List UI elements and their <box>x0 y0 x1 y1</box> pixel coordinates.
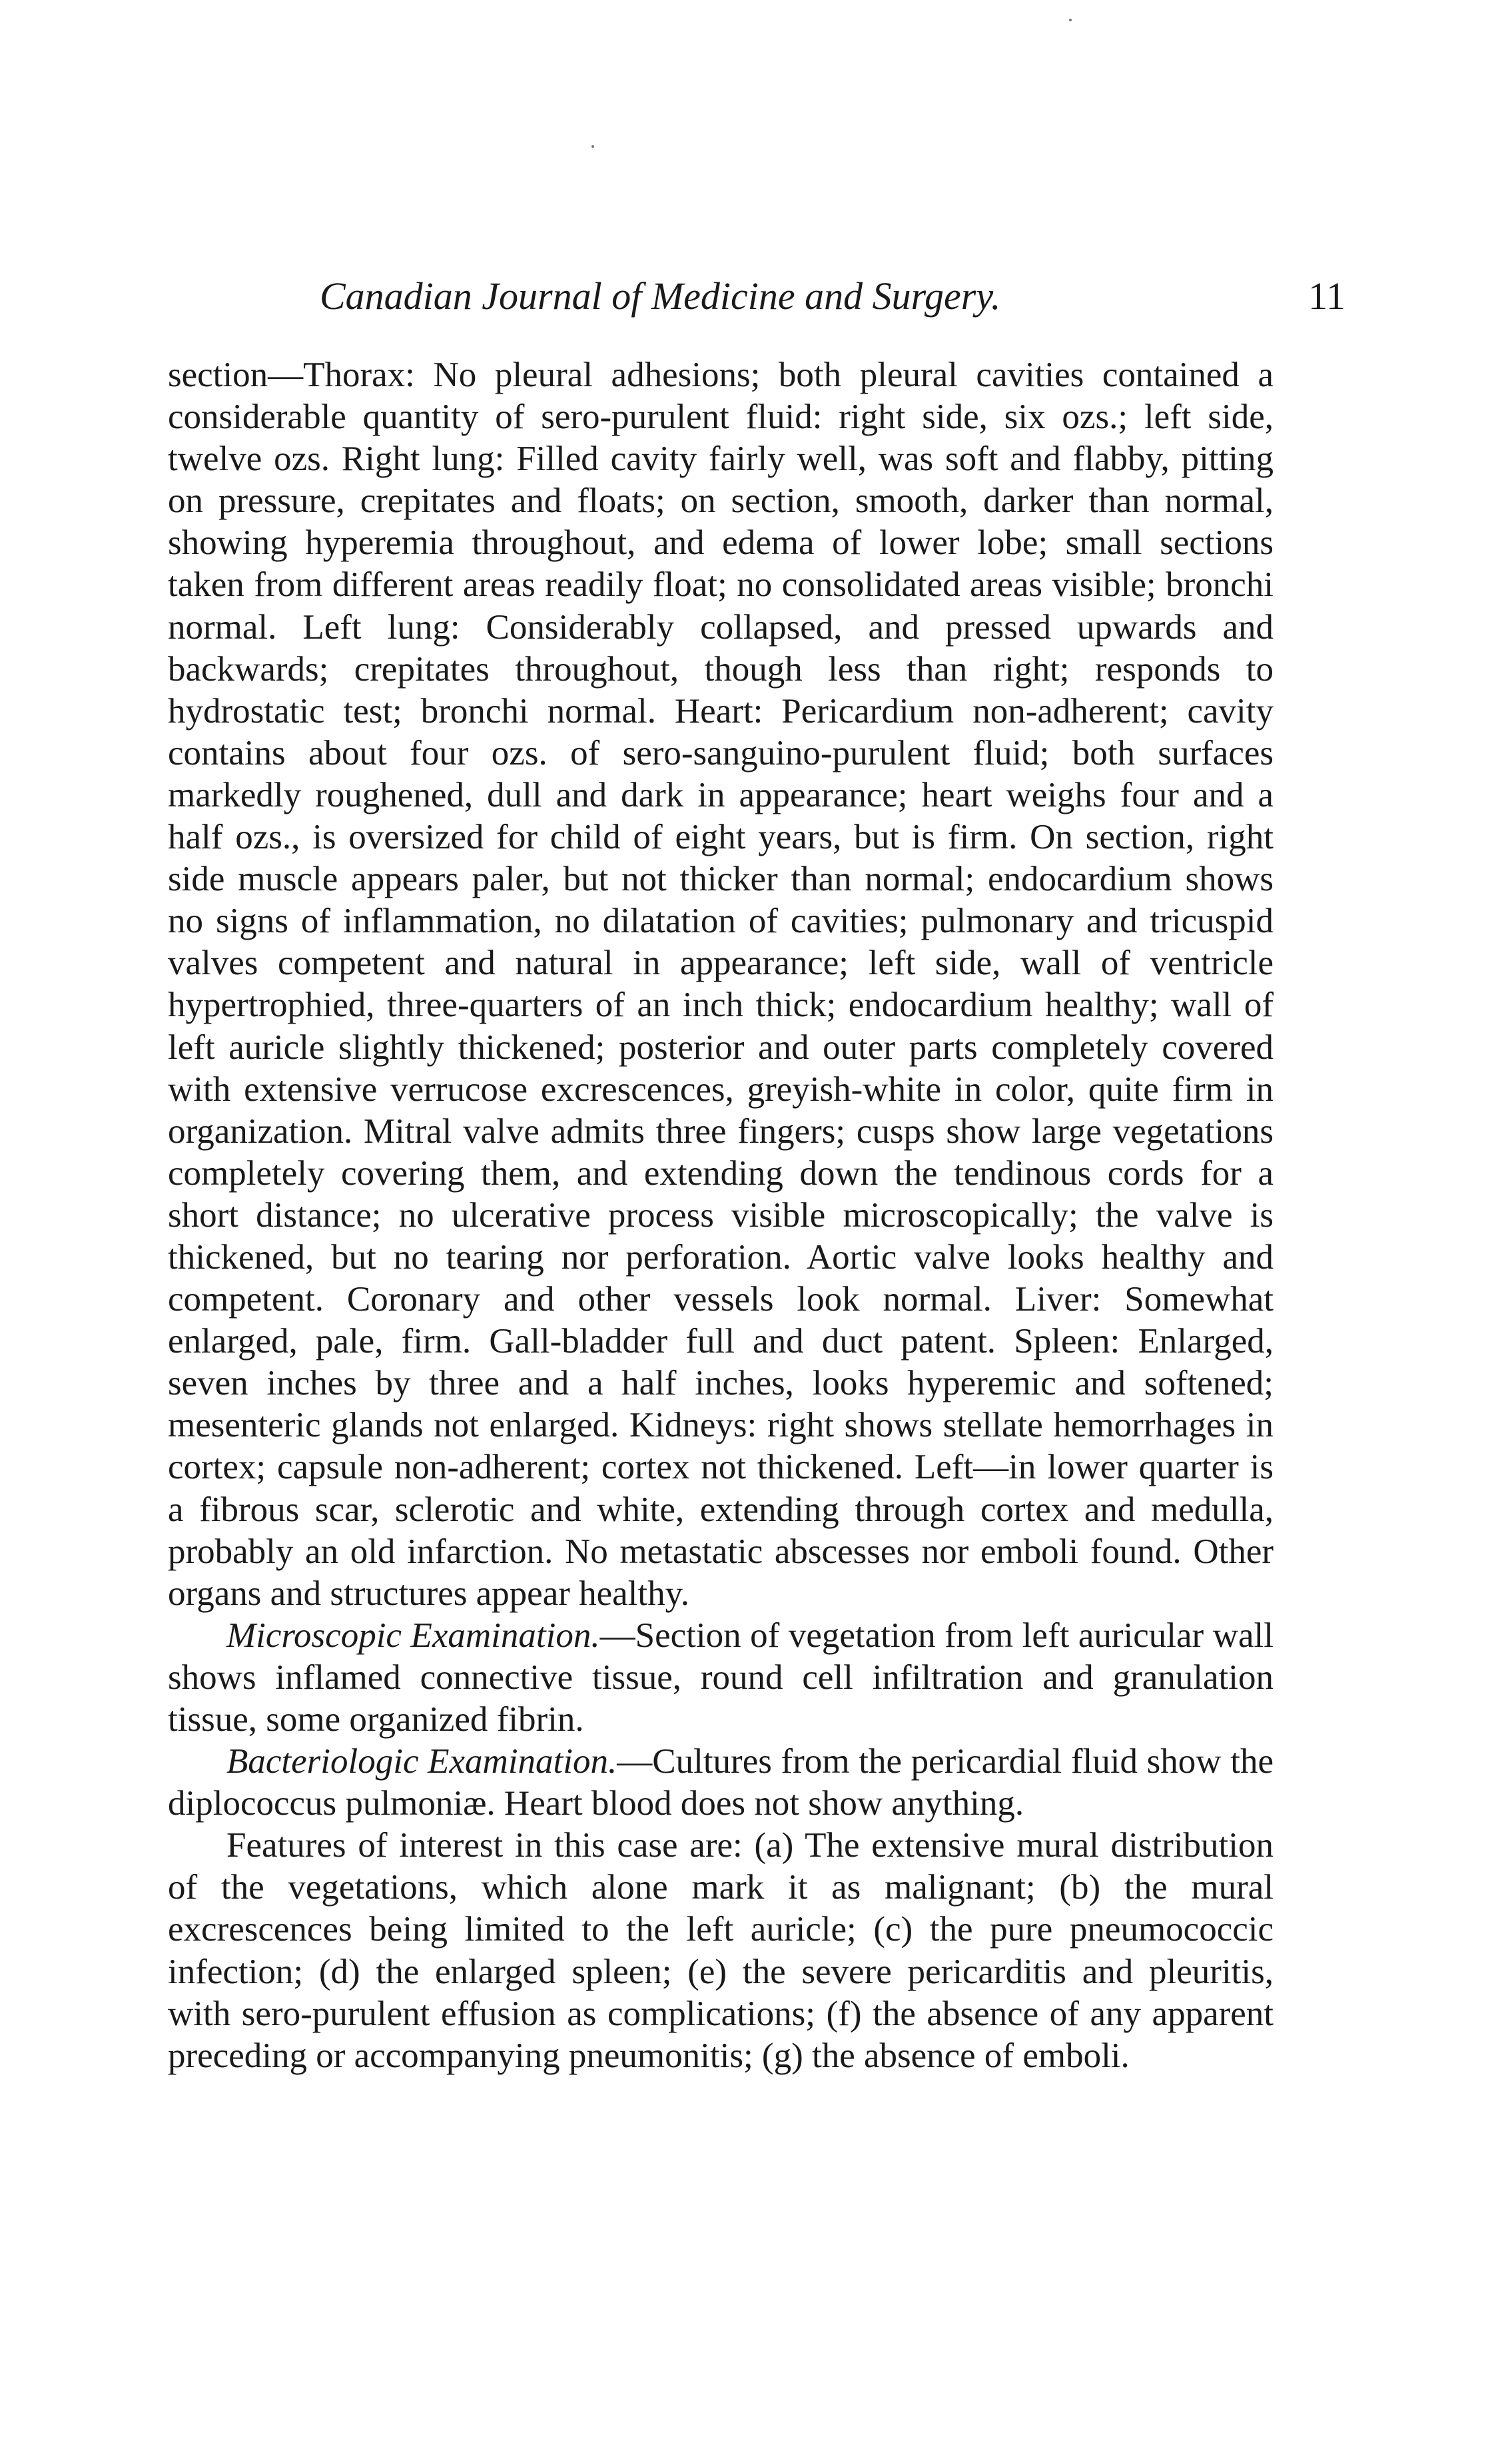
bacteriologic-examination-text: —Cultures from the pericardial fluid show the diplococcus pulmoniæ. Heart blood does not show anything. <box>168 1742 1274 1823</box>
bacteriologic-examination-heading: Bacteriologic Examination. <box>226 1742 617 1781</box>
bacteriologic-examination-paragraph <box>168 1741 1274 1825</box>
microscopic-examination-paragraph <box>168 1615 1274 1741</box>
speck-mark-top <box>591 145 594 148</box>
microscopic-examination-text: —Section of vegetation from left auricular wall shows inflamed connective tissue, round cell infiltration and granulation tissue, some organized fibrin. <box>168 1616 1274 1739</box>
speck-mark-right <box>1069 19 1072 21</box>
page-number: 11 <box>1308 274 1345 318</box>
autopsy-findings-paragraph: section—Thorax: No pleural adhesions; both pleural cavities contained a considerable quantity of sero-purulent fluid: right side, six ozs.; left side, twelve ozs. Right lung: Filled cavity fairly well, was soft and flabby, pitting on pressure, crepitates and floats; on section, smooth, darker than normal, showing hyperemia throughout, and edema of lower lobe; small sections taken from different areas readily float; no consolidated areas visible; bronchi normal. Left lung: Considerably collapsed, and pressed upwards and backwards; crepitates throughout, though less than right; responds to hydrostatic test; bronchi normal. Heart: Pericardium non-adherent; cavity contains about four ozs. of sero-sanguino-purulent fluid; both surfaces markedly roughened, dull and dark in appearance; heart weighs four and a half ozs., is oversized for child of eight years, but is firm. On section, right side muscle appears paler, but not thicker than normal; endocardium shows no signs of inflammation, no dilatation of cavities; pulmonary and tricuspid valves competent and natural in appearance; left side, wall of ventricle hypertrophied, three-quarters of an inch thick; endocardium healthy; wall of left auricle slightly thickened; posterior and outer parts completely covered with extensive verrucose excrescences, greyish-white in color, quite firm in organization. Mitral valve admits three fingers; cusps show large vegetations completely covering them, and extending down the tendinous cords for a short distance; no ulcerative process visible microscopically; the valve is thickened, but no tearing nor perforation. Aortic valve looks healthy and competent. Coronary and other vessels look normal. Liver: Somewhat enlarged, pale, firm. Gall-bladder full and duct patent. Spleen: Enlarged, seven inches by three and a half inches, looks hyperemic and softened; mesenteric glands not enlarged. Kidneys: right shows stellate hemorrhages in cortex; capsule non-adherent; cortex not thickened. Left—in lower quarter is a fibrous scar, sclerotic and white, extending through cortex and medulla, probably an old infarction. No metastatic abscesses nor emboli found. Other organs and structures appear healthy. <box>168 356 1274 1613</box>
running-header <box>320 266 1345 326</box>
journal-title: Canadian Journal of Medicine and Surgery. <box>320 274 1001 318</box>
microscopic-examination-heading: Microscopic Examination. <box>226 1616 600 1655</box>
article-body <box>168 354 1274 2077</box>
features-of-interest-paragraph: Features of interest in this case are: (a) The extensive mural distribution of the vegetations, which alone mark it as malignant; (b) the mural excrescences being limited to the left auricle; (c) the pure pneumococcic infection; (d) the enlarged spleen; (e) the severe pericarditis and pleuritis, with sero-purulent effusion as complications; (f) the absence of any apparent preceding or accompanying pneumonitis; (g) the absence of emboli. <box>168 1826 1274 2075</box>
